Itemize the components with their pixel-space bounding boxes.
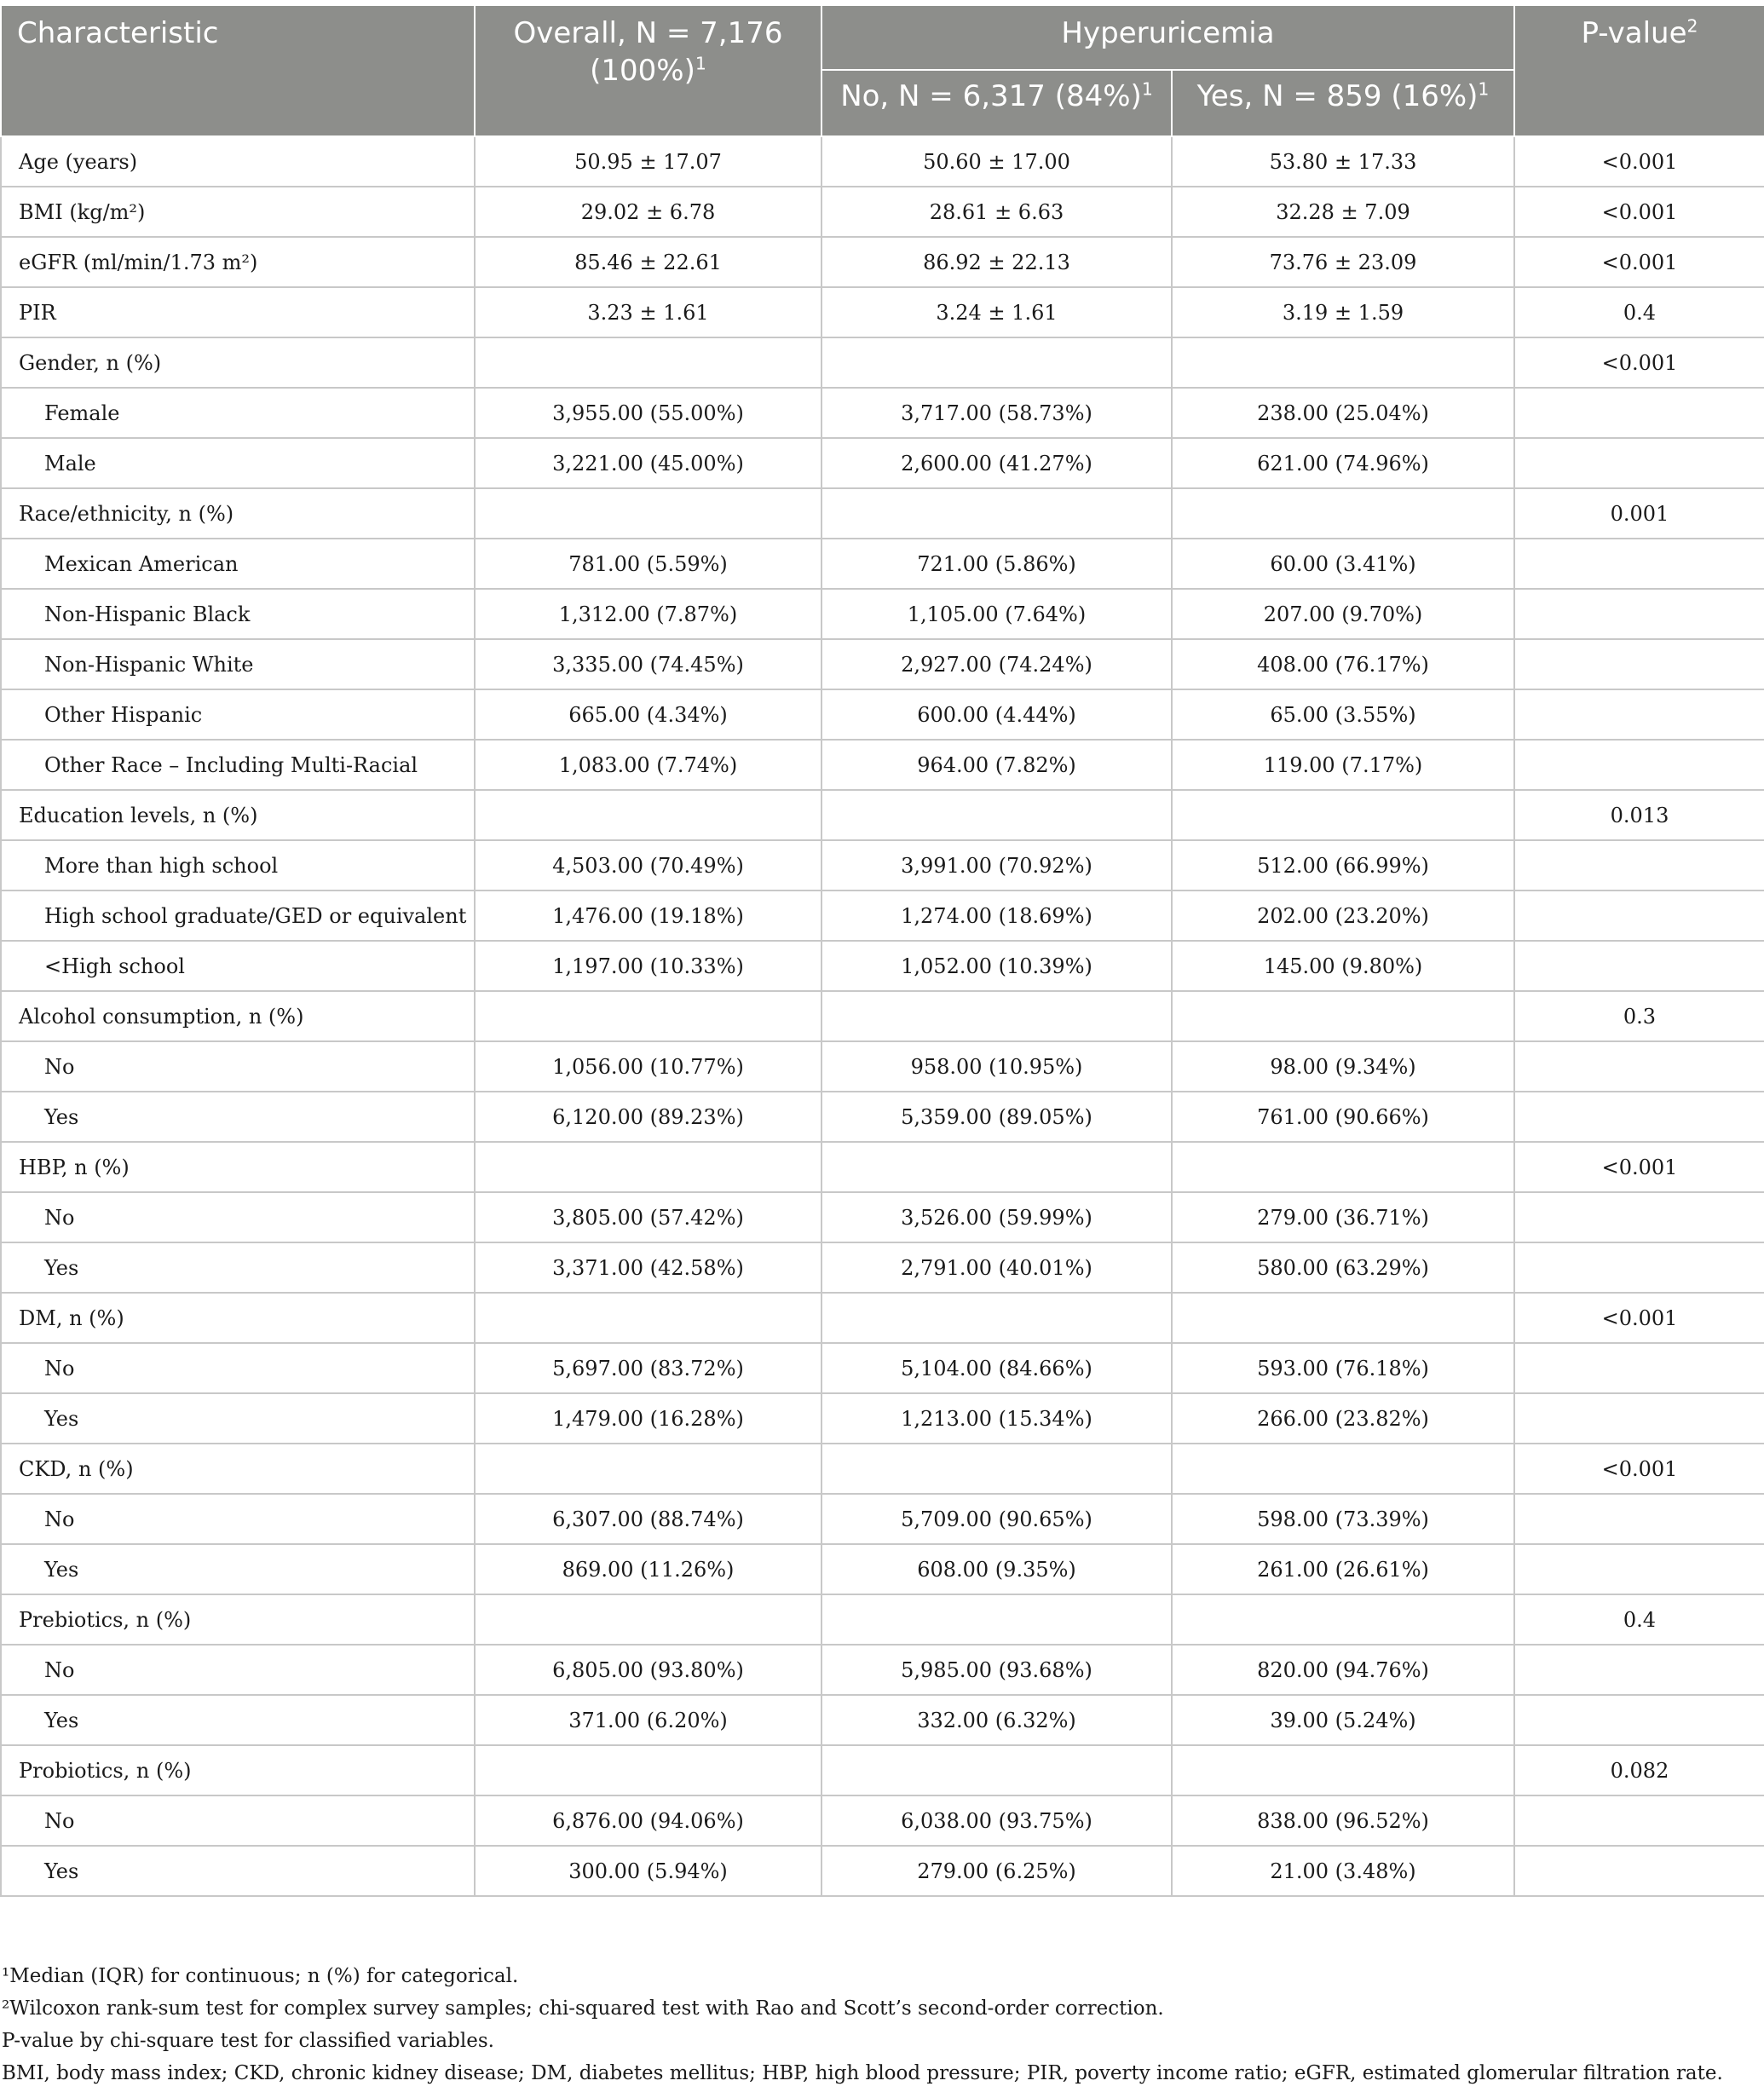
cell-pvalue xyxy=(1514,689,1764,740)
cell-yes: 3.19 ± 1.59 xyxy=(1172,287,1514,337)
cell-label: Gender, n (%) xyxy=(1,337,475,388)
cell-overall: 300.00 (5.94%) xyxy=(475,1846,821,1896)
cell-overall: 3,371.00 (42.58%) xyxy=(475,1242,821,1293)
cell-overall: 6,876.00 (94.06%) xyxy=(475,1795,821,1846)
cell-pvalue xyxy=(1514,1242,1764,1293)
header-no-sup: 1 xyxy=(1141,78,1153,100)
table-row xyxy=(1,337,1764,388)
cell-yes: 838.00 (96.52%) xyxy=(1172,1795,1514,1846)
cell-pvalue: 0.013 xyxy=(1514,790,1764,840)
table-row xyxy=(1,438,1764,488)
cell-pvalue xyxy=(1514,1695,1764,1745)
cell-yes: 73.76 ± 23.09 xyxy=(1172,237,1514,287)
cell-no xyxy=(821,1745,1172,1795)
cell-overall: 1,056.00 (10.77%) xyxy=(475,1041,821,1092)
cell-pvalue xyxy=(1514,438,1764,488)
footnote: ¹Median (IQR) for continuous; n (%) for categorical. xyxy=(2,1965,519,1987)
cell-pvalue xyxy=(1514,740,1764,790)
cell-overall: 869.00 (11.26%) xyxy=(475,1544,821,1594)
cell-label: No xyxy=(1,1645,475,1695)
cell-overall xyxy=(475,991,821,1041)
cell-no xyxy=(821,991,1172,1041)
cell-yes xyxy=(1172,1293,1514,1343)
cell-yes xyxy=(1172,790,1514,840)
cell-overall: 3,335.00 (74.45%) xyxy=(475,639,821,689)
cell-label: No xyxy=(1,1494,475,1544)
cell-label: Other Race – Including Multi-Racial xyxy=(1,740,475,790)
cell-yes xyxy=(1172,1142,1514,1192)
cell-pvalue xyxy=(1514,840,1764,890)
cell-pvalue xyxy=(1514,941,1764,991)
cell-pvalue xyxy=(1514,1092,1764,1142)
header-overall xyxy=(475,5,821,136)
table-row xyxy=(1,1444,1764,1494)
cell-no: 6,038.00 (93.75%) xyxy=(821,1795,1172,1846)
cell-no: 5,709.00 (90.65%) xyxy=(821,1494,1172,1544)
cell-pvalue: <0.001 xyxy=(1514,187,1764,237)
table-row xyxy=(1,1544,1764,1594)
cell-no: 2,927.00 (74.24%) xyxy=(821,639,1172,689)
cell-yes: 32.28 ± 7.09 xyxy=(1172,187,1514,237)
cell-overall xyxy=(475,337,821,388)
cell-overall: 1,479.00 (16.28%) xyxy=(475,1393,821,1444)
header-pvalue-label: P-value xyxy=(1581,16,1687,50)
cell-no: 332.00 (6.32%) xyxy=(821,1695,1172,1745)
cell-label: More than high school xyxy=(1,840,475,890)
cell-no: 2,791.00 (40.01%) xyxy=(821,1242,1172,1293)
cell-overall: 50.95 ± 17.07 xyxy=(475,136,821,187)
table-header xyxy=(1,5,1764,136)
cell-yes xyxy=(1172,991,1514,1041)
table-container xyxy=(0,4,1764,1897)
characteristics-table xyxy=(0,4,1764,1897)
cell-no: 3,526.00 (59.99%) xyxy=(821,1192,1172,1242)
cell-overall: 1,312.00 (7.87%) xyxy=(475,589,821,639)
cell-yes: 408.00 (76.17%) xyxy=(1172,639,1514,689)
table-row xyxy=(1,136,1764,187)
cell-no: 279.00 (6.25%) xyxy=(821,1846,1172,1896)
cell-label: Yes xyxy=(1,1695,475,1745)
cell-no xyxy=(821,1594,1172,1645)
table-row xyxy=(1,388,1764,438)
table-row xyxy=(1,941,1764,991)
header-overall-sup: 1 xyxy=(695,53,706,74)
cell-label: eGFR (ml/min/1.73 m²) xyxy=(1,237,475,287)
cell-label: Non-Hispanic Black xyxy=(1,589,475,639)
cell-yes: 98.00 (9.34%) xyxy=(1172,1041,1514,1092)
header-no xyxy=(821,70,1172,136)
cell-pvalue xyxy=(1514,1846,1764,1896)
cell-yes: 761.00 (90.66%) xyxy=(1172,1092,1514,1142)
cell-no: 608.00 (9.35%) xyxy=(821,1544,1172,1594)
cell-pvalue: <0.001 xyxy=(1514,136,1764,187)
footnote: P-value by chi-square test for classified variables. xyxy=(2,2030,494,2052)
cell-pvalue xyxy=(1514,1343,1764,1393)
cell-pvalue: 0.4 xyxy=(1514,1594,1764,1645)
cell-yes: 593.00 (76.18%) xyxy=(1172,1343,1514,1393)
cell-no xyxy=(821,1444,1172,1494)
cell-label: BMI (kg/m²) xyxy=(1,187,475,237)
cell-yes: 238.00 (25.04%) xyxy=(1172,388,1514,438)
cell-yes: 21.00 (3.48%) xyxy=(1172,1846,1514,1896)
cell-no: 28.61 ± 6.63 xyxy=(821,187,1172,237)
table-row xyxy=(1,790,1764,840)
cell-no: 721.00 (5.86%) xyxy=(821,539,1172,589)
cell-yes: 266.00 (23.82%) xyxy=(1172,1393,1514,1444)
header-yes-sup: 1 xyxy=(1478,78,1490,100)
header-pvalue xyxy=(1514,5,1764,136)
cell-yes: 580.00 (63.29%) xyxy=(1172,1242,1514,1293)
cell-overall: 3,805.00 (57.42%) xyxy=(475,1192,821,1242)
cell-overall: 85.46 ± 22.61 xyxy=(475,237,821,287)
table-row xyxy=(1,237,1764,287)
cell-overall: 5,697.00 (83.72%) xyxy=(475,1343,821,1393)
cell-pvalue: 0.001 xyxy=(1514,488,1764,539)
cell-label: DM, n (%) xyxy=(1,1293,475,1343)
cell-overall: 1,476.00 (19.18%) xyxy=(475,890,821,941)
cell-yes: 279.00 (36.71%) xyxy=(1172,1192,1514,1242)
table-row xyxy=(1,890,1764,941)
header-hyperuricemia: Hyperuricemia xyxy=(821,5,1514,70)
cell-yes: 512.00 (66.99%) xyxy=(1172,840,1514,890)
cell-pvalue xyxy=(1514,1192,1764,1242)
cell-no: 1,213.00 (15.34%) xyxy=(821,1393,1172,1444)
cell-overall xyxy=(475,1594,821,1645)
table-row xyxy=(1,539,1764,589)
cell-label: Probiotics, n (%) xyxy=(1,1745,475,1795)
cell-yes xyxy=(1172,1444,1514,1494)
cell-no: 1,274.00 (18.69%) xyxy=(821,890,1172,941)
cell-overall xyxy=(475,1745,821,1795)
cell-pvalue: 0.082 xyxy=(1514,1745,1764,1795)
table-row xyxy=(1,740,1764,790)
cell-no xyxy=(821,1142,1172,1192)
cell-label: Yes xyxy=(1,1092,475,1142)
cell-label: <High school xyxy=(1,941,475,991)
cell-no: 600.00 (4.44%) xyxy=(821,689,1172,740)
cell-label: Yes xyxy=(1,1544,475,1594)
table-row xyxy=(1,1695,1764,1745)
cell-yes: 621.00 (74.96%) xyxy=(1172,438,1514,488)
cell-overall: 3,955.00 (55.00%) xyxy=(475,388,821,438)
cell-yes: 53.80 ± 17.33 xyxy=(1172,136,1514,187)
table-row xyxy=(1,187,1764,237)
cell-yes: 39.00 (5.24%) xyxy=(1172,1695,1514,1745)
table-body xyxy=(1,136,1764,1896)
cell-pvalue: 0.4 xyxy=(1514,287,1764,337)
table-row xyxy=(1,1343,1764,1393)
cell-overall xyxy=(475,488,821,539)
table-row xyxy=(1,639,1764,689)
cell-label: No xyxy=(1,1795,475,1846)
header-yes xyxy=(1172,70,1514,136)
table-row xyxy=(1,1192,1764,1242)
cell-pvalue: <0.001 xyxy=(1514,1142,1764,1192)
cell-overall xyxy=(475,790,821,840)
footnotes xyxy=(0,1960,1764,2089)
cell-pvalue xyxy=(1514,589,1764,639)
cell-no: 958.00 (10.95%) xyxy=(821,1041,1172,1092)
table-row xyxy=(1,488,1764,539)
cell-label: Mexican American xyxy=(1,539,475,589)
cell-no: 5,104.00 (84.66%) xyxy=(821,1343,1172,1393)
cell-yes: 145.00 (9.80%) xyxy=(1172,941,1514,991)
cell-label: Other Hispanic xyxy=(1,689,475,740)
cell-yes xyxy=(1172,337,1514,388)
cell-label: Race/ethnicity, n (%) xyxy=(1,488,475,539)
cell-overall: 371.00 (6.20%) xyxy=(475,1695,821,1745)
cell-no xyxy=(821,790,1172,840)
cell-no xyxy=(821,488,1172,539)
cell-no: 3,717.00 (58.73%) xyxy=(821,388,1172,438)
cell-yes xyxy=(1172,1594,1514,1645)
cell-label: Yes xyxy=(1,1242,475,1293)
footnote: BMI, body mass index; CKD, chronic kidney disease; DM, diabetes mellitus; HBP, high blood pressure; PIR, poverty income ratio; eGFR, estimated glomerular filtration rate. xyxy=(2,2062,1723,2084)
cell-label: Yes xyxy=(1,1393,475,1444)
cell-label: Age (years) xyxy=(1,136,475,187)
cell-no: 2,600.00 (41.27%) xyxy=(821,438,1172,488)
cell-pvalue xyxy=(1514,1494,1764,1544)
table-row xyxy=(1,840,1764,890)
header-overall-line2: (100%) xyxy=(590,54,695,88)
table-row xyxy=(1,1142,1764,1192)
table-row xyxy=(1,287,1764,337)
cell-pvalue xyxy=(1514,1795,1764,1846)
cell-label: High school graduate/GED or equivalent xyxy=(1,890,475,941)
cell-no: 964.00 (7.82%) xyxy=(821,740,1172,790)
cell-overall: 781.00 (5.59%) xyxy=(475,539,821,589)
cell-overall: 3,221.00 (45.00%) xyxy=(475,438,821,488)
cell-label: No xyxy=(1,1192,475,1242)
cell-no xyxy=(821,337,1172,388)
table-row xyxy=(1,1594,1764,1645)
table-row xyxy=(1,991,1764,1041)
header-overall-line1: Overall, N = 7,176 xyxy=(513,16,783,50)
cell-pvalue: <0.001 xyxy=(1514,237,1764,287)
cell-label: No xyxy=(1,1041,475,1092)
cell-pvalue xyxy=(1514,1544,1764,1594)
cell-overall: 6,307.00 (88.74%) xyxy=(475,1494,821,1544)
cell-pvalue xyxy=(1514,639,1764,689)
cell-yes: 119.00 (7.17%) xyxy=(1172,740,1514,790)
table-row xyxy=(1,1393,1764,1444)
cell-label: Male xyxy=(1,438,475,488)
cell-overall xyxy=(475,1142,821,1192)
header-no-label: No, N = 6,317 (84%) xyxy=(840,79,1142,113)
cell-overall xyxy=(475,1293,821,1343)
cell-overall xyxy=(475,1444,821,1494)
cell-no: 1,052.00 (10.39%) xyxy=(821,941,1172,991)
cell-pvalue xyxy=(1514,539,1764,589)
header-yes-label: Yes, N = 859 (16%) xyxy=(1196,79,1479,113)
cell-label: No xyxy=(1,1343,475,1393)
cell-overall: 6,805.00 (93.80%) xyxy=(475,1645,821,1695)
cell-pvalue xyxy=(1514,1393,1764,1444)
cell-pvalue: <0.001 xyxy=(1514,337,1764,388)
table-row xyxy=(1,1745,1764,1795)
cell-label: Female xyxy=(1,388,475,438)
cell-label: Education levels, n (%) xyxy=(1,790,475,840)
cell-yes: 60.00 (3.41%) xyxy=(1172,539,1514,589)
cell-no: 5,359.00 (89.05%) xyxy=(821,1092,1172,1142)
cell-label: HBP, n (%) xyxy=(1,1142,475,1192)
cell-label: PIR xyxy=(1,287,475,337)
table-row xyxy=(1,1846,1764,1896)
cell-overall: 29.02 ± 6.78 xyxy=(475,187,821,237)
cell-no: 50.60 ± 17.00 xyxy=(821,136,1172,187)
cell-overall: 1,197.00 (10.33%) xyxy=(475,941,821,991)
footnote: ²Wilcoxon rank-sum test for complex survey samples; chi-squared test with Rao and Scott’s second-order correction. xyxy=(2,1997,1164,2020)
table-row xyxy=(1,1494,1764,1544)
cell-pvalue xyxy=(1514,1645,1764,1695)
cell-no: 86.92 ± 22.13 xyxy=(821,237,1172,287)
cell-overall: 1,083.00 (7.74%) xyxy=(475,740,821,790)
cell-overall: 6,120.00 (89.23%) xyxy=(475,1092,821,1142)
table-row xyxy=(1,1795,1764,1846)
cell-label: Yes xyxy=(1,1846,475,1896)
cell-pvalue: 0.3 xyxy=(1514,991,1764,1041)
table-row xyxy=(1,589,1764,639)
header-pvalue-sup: 2 xyxy=(1686,15,1698,37)
cell-yes: 598.00 (73.39%) xyxy=(1172,1494,1514,1544)
cell-no: 3.24 ± 1.61 xyxy=(821,287,1172,337)
table-row xyxy=(1,1092,1764,1142)
cell-no: 5,985.00 (93.68%) xyxy=(821,1645,1172,1695)
cell-label: Prebiotics, n (%) xyxy=(1,1594,475,1645)
cell-no xyxy=(821,1293,1172,1343)
cell-yes: 202.00 (23.20%) xyxy=(1172,890,1514,941)
cell-pvalue xyxy=(1514,1041,1764,1092)
cell-yes: 261.00 (26.61%) xyxy=(1172,1544,1514,1594)
cell-label: CKD, n (%) xyxy=(1,1444,475,1494)
cell-yes: 820.00 (94.76%) xyxy=(1172,1645,1514,1695)
cell-label: Alcohol consumption, n (%) xyxy=(1,991,475,1041)
table-row xyxy=(1,1645,1764,1695)
cell-yes: 65.00 (3.55%) xyxy=(1172,689,1514,740)
cell-yes: 207.00 (9.70%) xyxy=(1172,589,1514,639)
cell-overall: 665.00 (4.34%) xyxy=(475,689,821,740)
cell-overall: 3.23 ± 1.61 xyxy=(475,287,821,337)
table-row xyxy=(1,689,1764,740)
cell-label: Non-Hispanic White xyxy=(1,639,475,689)
cell-pvalue: <0.001 xyxy=(1514,1293,1764,1343)
cell-pvalue: <0.001 xyxy=(1514,1444,1764,1494)
table-row xyxy=(1,1041,1764,1092)
table-row xyxy=(1,1242,1764,1293)
header-characteristic: Characteristic xyxy=(1,5,475,136)
cell-no: 1,105.00 (7.64%) xyxy=(821,589,1172,639)
cell-pvalue xyxy=(1514,890,1764,941)
cell-yes xyxy=(1172,1745,1514,1795)
cell-no: 3,991.00 (70.92%) xyxy=(821,840,1172,890)
cell-pvalue xyxy=(1514,388,1764,438)
cell-overall: 4,503.00 (70.49%) xyxy=(475,840,821,890)
cell-yes xyxy=(1172,488,1514,539)
table-row xyxy=(1,1293,1764,1343)
